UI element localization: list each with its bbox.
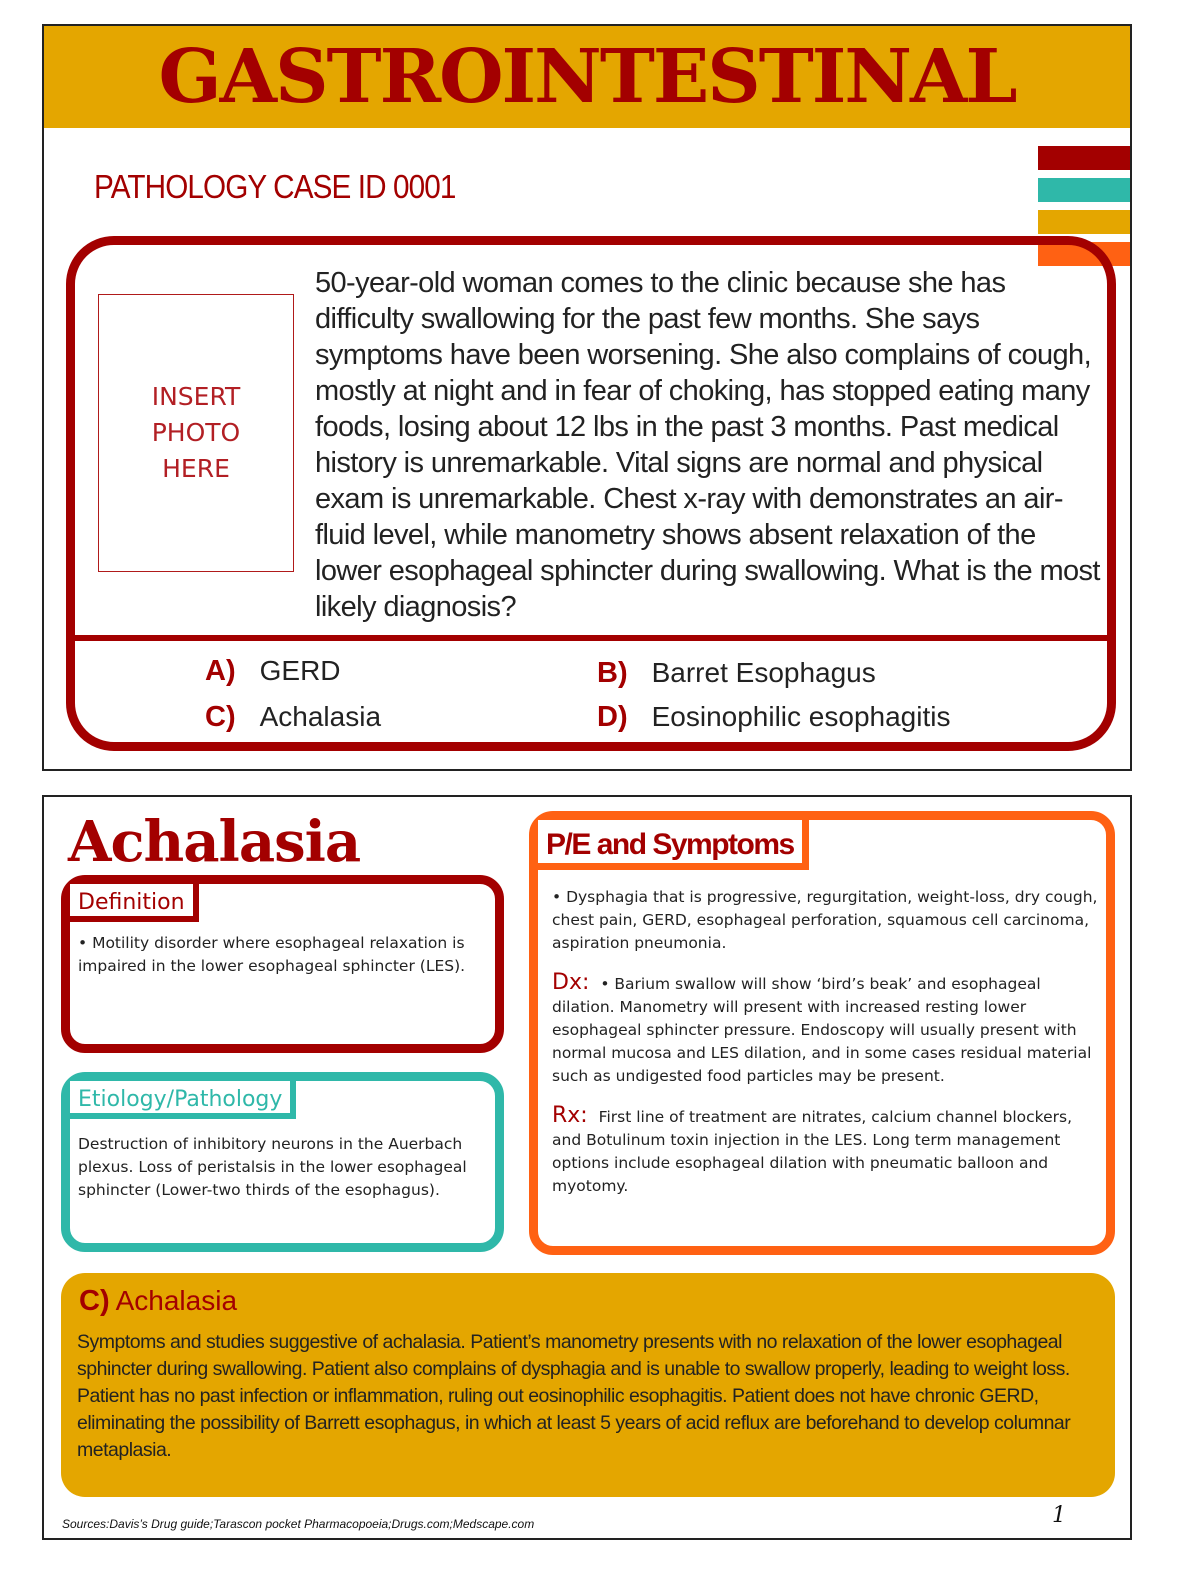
answer-option-d[interactable] [597, 701, 950, 734]
definition-text: • Motility disorder where esophageal relaxation is impaired in the lower esophageal sphincter (LES). [78, 934, 466, 975]
answer-option-c[interactable] [205, 701, 381, 734]
answers-divider [75, 635, 1107, 641]
case-frame [66, 236, 1116, 751]
treatment-section [552, 1104, 1102, 1198]
answer-text: Eosinophilic esophagitis [651, 701, 951, 732]
sources-footnote: Sources:Davis’s Drug guide;Tarascon pocket Pharmacopoeia;Drugs.com;Medscape.com [62, 1517, 535, 1531]
definition-heading: Definition [70, 884, 199, 922]
dx-label: Dx: [552, 970, 590, 995]
answer-text: Barret Esophagus [651, 657, 876, 688]
etiology-text: Destruction of inhibitory neurons in the Auerbach plexus. Loss of peristalsis in the lower esophageal sphincter (Lower-two thirds of the esophagus). [78, 1135, 467, 1199]
stripe-red [1038, 146, 1130, 170]
case-id-heading: PATHOLOGY CASE ID 0001 [94, 168, 456, 205]
answer-text: Achalasia [259, 701, 382, 732]
photo-placeholder[interactable] [98, 294, 294, 572]
etiology-heading: Etiology/Pathology [70, 1081, 296, 1119]
answer-letter: D) [597, 701, 628, 733]
answer-letter: A) [205, 655, 236, 687]
answer-letter: B) [597, 657, 628, 689]
answer-option-a[interactable] [205, 655, 341, 688]
dx-text: • Barium swallow will show ‘bird’s beak’ and esophageal dilation. Manometry will present with increased resting lower esophageal sphincter pressure. Endoscopy will usually present with normal mucosa and LES dilation, and in some cases residual material such as undigested food particles may be present. [552, 975, 1092, 1085]
correct-answer-letter: C) [79, 1285, 110, 1317]
correct-answer-heading [79, 1285, 237, 1318]
symptoms-text: • Dysphagia that is progressive, regurgitation, weight-loss, dry cough, chest pain, GERD, esophageal perforation, squamous cell carcinoma, aspiration pneumonia. [552, 888, 1098, 952]
answer-option-b[interactable] [597, 657, 876, 690]
etiology-box [61, 1072, 504, 1252]
answer-explanation-text: Symptoms and studies suggestive of achalasia. Patient’s manometry presents with no relaxation of the lower esophageal sphincter during swallowing. Patient also complains of dysphagia and is unable to swallow properly, leading to weight loss. Patient has no past infection or inflammation, ruling out eosinophilic esophagitis. Patient does not have chronic GERD, eliminating the possibility of Barrett esophagus, in which at least 5 years of acid reflux are beforehand to develop columnar metaplasia. [77, 1331, 1071, 1461]
photo-placeholder-label: INSERT PHOTO HERE [151, 382, 241, 483]
rx-label: Rx: [552, 1103, 588, 1128]
answer-choices [75, 647, 1107, 747]
pe-symptoms-body [552, 886, 1102, 1214]
topic-title: Achalasia [68, 809, 361, 875]
stripe-gold [1038, 210, 1130, 234]
rx-text: First line of treatment are nitrates, calcium channel blockers, and Botulinum toxin injection in the LES. Long term management options include esophageal dilation with pneumatic balloon and myotomy. [552, 1108, 1073, 1195]
title-banner [44, 26, 1130, 128]
explanation-card [42, 795, 1132, 1540]
page-number: 1 [1052, 1503, 1066, 1528]
banner-title: GASTROINTESTINAL [158, 34, 1016, 120]
pe-symptoms-heading: P/E and Symptoms [538, 820, 809, 870]
stripe-teal [1038, 178, 1130, 202]
diagnosis-section [552, 971, 1102, 1088]
case-vignette: 50-year-old woman comes to the clinic because she has difficulty swallowing for the past few months. She says symptoms have been worsening. She also complains of cough, mostly at night and in fear of choking, has stopped eating many foods, losing about 12 lbs in the past 3 months. Past medical history is unremarkable. Vital signs are normal and physical exam is unremarkable. Chest x-ray with demonstrates an air-fluid level, while manometry shows absent relaxation of the lower esophageal sphincter during swallowing. What is the most likely diagnosis? [315, 267, 1100, 623]
correct-answer-text: Achalasia [115, 1285, 238, 1316]
case-card [42, 24, 1132, 771]
pe-symptoms-box [529, 811, 1115, 1255]
answer-explanation-panel [61, 1273, 1115, 1497]
answer-text: GERD [259, 655, 341, 686]
definition-box [61, 875, 504, 1053]
answer-letter: C) [205, 701, 236, 733]
